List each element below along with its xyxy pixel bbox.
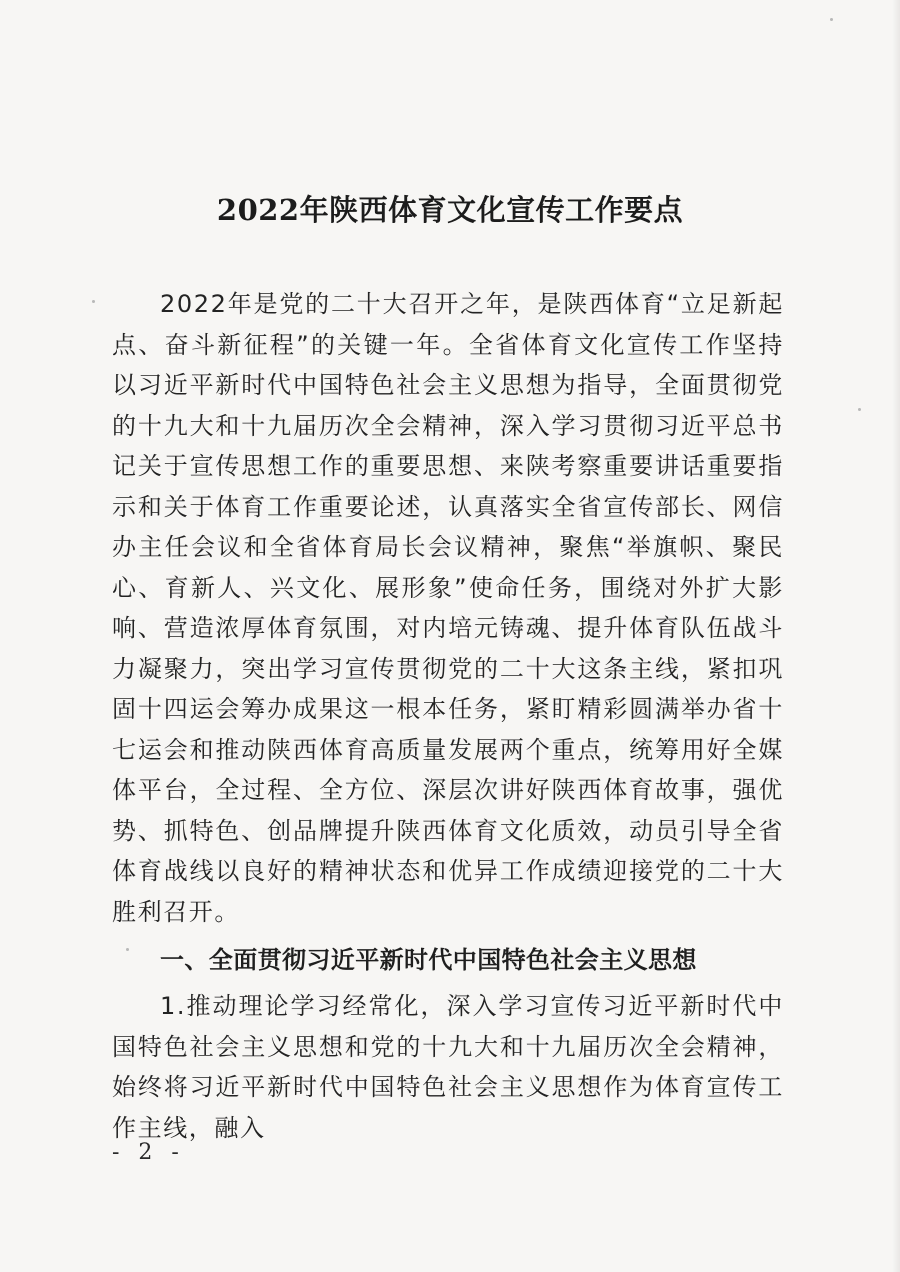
scan-speck: [830, 18, 833, 21]
scan-speck: [858, 408, 861, 411]
scan-speck: [126, 948, 129, 951]
scan-speck: [92, 300, 95, 303]
intro-paragraph: 2022年是党的二十大召开之年，是陕西体育“立足新起点、奋斗新征程”的关键一年。全省体育文化宣传工作坚持以习近平新时代中国特色社会主义思想为指导，全面贯彻党的十九大和十九届历次全会精神，深入学习贯彻习近平总书记关于宣传思想工作的重要思想、来陕考察重要讲话重要指示和关于体育工作重要论述，认真落实全省宣传部长、网信办主任会议和全省体育局长会议精神，聚焦“举旗帜、聚民心、育新人、兴文化、展形象”使命任务，围绕对外扩大影响、营造浓厚体育氛围，对内培元铸魂、提升体育队伍战斗力凝聚力，突出学习宣传贯彻党的二十大这条主线，紧扣巩固十四运会筹办成果这一根本任务，紧盯精彩圆满举办省十七运会和推动陕西体育高质量发展两个重点，统筹用好全媒体平台，全过程、全方位、深层次讲好陕西体育故事，强优势、抓特色、创品牌提升陕西体育文化质效，动员引导全省体育战线以良好的精神状态和优异工作成绩迎接党的二十大胜利召开。: [112, 290, 784, 926]
item-1-paragraph: 1.推动理论学习经常化，深入学习宣传习近平新时代中国特色社会主义思想和党的十九大和十九届历次全会精神，始终将习近平新时代中国特色社会主义思想作为体育宣传工作主线，融入: [112, 992, 784, 1142]
page-number: - 2 -: [112, 1140, 185, 1165]
document-body: [112, 284, 784, 1148]
document-title: 2022年陕西体育文化宣传工作要点: [216, 193, 684, 227]
section-heading-1: 一、全面贯彻习近平新时代中国特色社会主义思想: [160, 946, 697, 974]
